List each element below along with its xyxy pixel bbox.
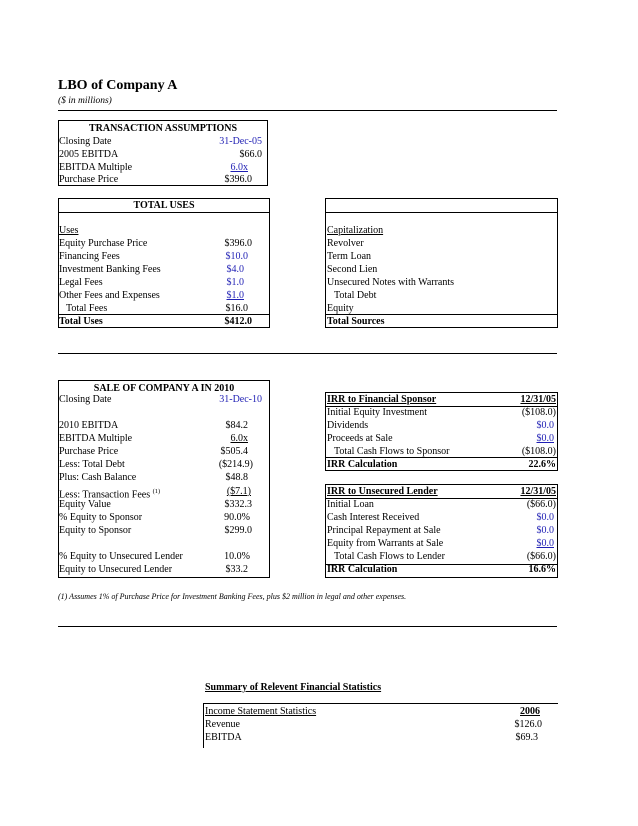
sale-label: Equity to Unsecured Lender — [59, 564, 173, 575]
uses-total-value: $412.0 — [224, 316, 252, 327]
summary-label: Revenue — [205, 719, 240, 730]
irr-sponsor-label: Proceeds at Sale — [327, 433, 393, 444]
sale-value: ($214.9) — [218, 459, 253, 470]
sale-value: $332.3 — [224, 499, 252, 510]
irr-lender-result-label: IRR Calculation — [327, 564, 398, 575]
sources-total-label: Total Sources — [327, 316, 385, 327]
sources-label: Term Loan — [327, 251, 372, 262]
sale-value: $48.8 — [225, 472, 248, 483]
sale-value: 31-Dec-10 — [219, 394, 262, 405]
irr-sponsor-result-value: 22.6% — [528, 459, 556, 470]
uses-label: Total Fees — [66, 303, 108, 314]
irr-sponsor-label: Total Cash Flows to Sponsor — [334, 446, 450, 457]
irr-sponsor-value: ($108.0) — [521, 407, 556, 418]
uses-value: $4.0 — [226, 264, 244, 275]
uses-heading: TOTAL USES — [133, 200, 195, 211]
summary-year: 2006 — [520, 706, 540, 717]
irr-lender-label: Total Cash Flows to Lender — [334, 551, 445, 562]
sources-label: Revolver — [327, 238, 364, 249]
transaction-value: $396.0 — [224, 174, 252, 185]
sale-label-with-note — [59, 485, 161, 501]
irr-lender-value: $0.0 — [536, 525, 554, 536]
sale-label: % Equity to Unsecured Lender — [59, 551, 183, 562]
summary-value: $69.3 — [515, 732, 538, 743]
sale-heading: SALE OF COMPANY A IN 2010 — [93, 383, 235, 394]
footnote-marker: (1) — [152, 488, 161, 495]
sale-label: 2010 EBITDA — [59, 420, 119, 431]
sale-value: 90.0% — [224, 512, 250, 523]
sale-value: $505.4 — [220, 446, 248, 457]
uses-label: Financing Fees — [59, 251, 120, 262]
sources-label: Unsecured Notes with Warrants — [327, 277, 455, 288]
summary-label: EBITDA — [205, 732, 242, 743]
irr-lender-heading: IRR to Unsecured Lender — [327, 486, 438, 497]
irr-sponsor-value: $0.0 — [536, 433, 554, 444]
uses-value: $1.0 — [226, 277, 244, 288]
irr-lender-result-value: 16.6% — [528, 564, 556, 575]
section-divider — [58, 626, 557, 627]
top-divider — [58, 110, 557, 111]
uses-column-label: Uses — [59, 225, 79, 236]
page-subtitle: ($ in millions) — [58, 96, 112, 106]
summary-value: $126.0 — [514, 719, 542, 730]
transaction-label: 2005 EBITDA — [59, 149, 119, 160]
uses-value: $1.0 — [226, 290, 244, 301]
sale-value: 10.0% — [224, 551, 250, 562]
sale-label: Less: Total Debt — [59, 459, 125, 470]
irr-lender-label: Initial Loan — [327, 499, 374, 510]
sale-value: ($7.1) — [226, 486, 251, 497]
irr-sponsor-label: Dividends — [327, 420, 369, 431]
transaction-heading: TRANSACTION ASSUMPTIONS — [88, 123, 238, 134]
irr-lender-label: Equity from Warrants at Sale — [327, 538, 444, 549]
uses-value: $16.0 — [225, 303, 248, 314]
sale-value: $84.2 — [225, 420, 248, 431]
transaction-value: 6.0x — [230, 162, 248, 173]
irr-sponsor-result-label: IRR Calculation — [327, 459, 398, 470]
transaction-value: $66.0 — [239, 149, 262, 160]
irr-lender-value: $0.0 — [536, 512, 554, 523]
uses-label: Other Fees and Expenses — [59, 290, 160, 301]
sale-label: Closing Date — [59, 394, 112, 405]
uses-value: $10.0 — [225, 251, 248, 262]
sources-label: Total Debt — [334, 290, 377, 301]
irr-lender-label: Cash Interest Received — [327, 512, 420, 523]
sale-label: EBITDA Multiple — [59, 433, 133, 444]
irr-lender-value: ($66.0) — [526, 499, 556, 510]
transaction-label: EBITDA Multiple — [59, 162, 133, 173]
irr-sponsor-value: ($108.0) — [521, 446, 556, 457]
sources-label: Second Lien — [327, 264, 378, 275]
irr-lender-date: 12/31/05 — [520, 486, 556, 497]
section-divider — [58, 353, 557, 354]
irr-lender-label: Principal Repayment at Sale — [327, 525, 441, 536]
sale-label: Purchase Price — [59, 446, 119, 457]
sale-label: Plus: Cash Balance — [59, 472, 137, 483]
summary-column-label: Income Statement Statistics — [205, 706, 317, 717]
irr-sponsor-value: $0.0 — [536, 420, 554, 431]
sale-label: Equity to Sponsor — [59, 525, 132, 536]
uses-label: Legal Fees — [59, 277, 103, 288]
irr-sponsor-date: 12/31/05 — [520, 394, 556, 405]
sources-label: Equity — [327, 303, 354, 314]
sources-column-label: Capitalization — [327, 225, 384, 236]
sale-label: % Equity to Sponsor — [59, 512, 143, 523]
uses-value: $396.0 — [224, 238, 252, 249]
transaction-value: 31-Dec-05 — [219, 136, 262, 147]
transaction-label: Closing Date — [59, 136, 112, 147]
sale-label: Less: Transaction Fees — [59, 489, 151, 501]
uses-label: Equity Purchase Price — [59, 238, 148, 249]
irr-sponsor-label: Initial Equity Investment — [327, 407, 427, 418]
irr-sponsor-heading: IRR to Financial Sponsor — [327, 394, 437, 405]
irr-lender-value: ($66.0) — [526, 551, 556, 562]
uses-label: Investment Banking Fees — [59, 264, 161, 275]
uses-total-label: Total Uses — [59, 316, 103, 327]
sale-value: $299.0 — [224, 525, 252, 536]
irr-lender-value: $0.0 — [536, 538, 554, 549]
sale-value: $33.2 — [225, 564, 248, 575]
sale-value: 6.0x — [230, 433, 248, 444]
summary-heading: Summary of Relevent Financial Statistics — [205, 682, 382, 693]
footnote: (1) Assumes 1% of Purchase Price for Investment Banking Fees, plus $2 million in legal and other expenses. — [58, 592, 407, 601]
sale-label: Equity Value — [59, 499, 111, 510]
page-title: LBO of Company A — [58, 78, 178, 93]
transaction-label: Purchase Price — [59, 174, 119, 185]
